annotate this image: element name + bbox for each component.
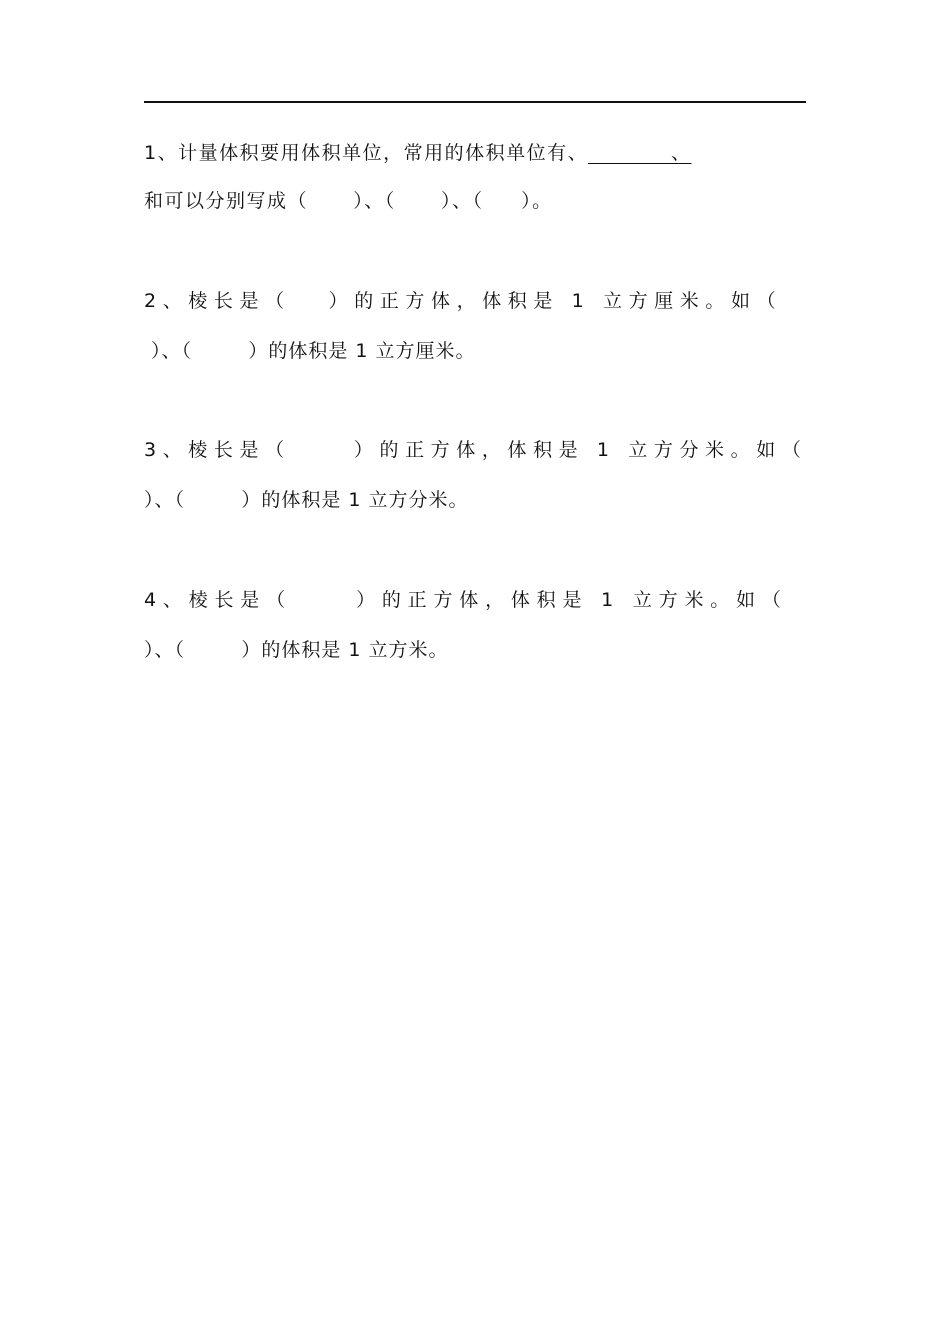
question-4-line-2: ）、（ ）的体积是 1 立方米。 [144, 639, 449, 661]
top-rule [144, 101, 806, 103]
question-1-line-1 [144, 140, 692, 166]
question-1-text: 1、计量体积要用体积单位，常用的体积单位有、 [144, 142, 589, 164]
question-2-line-1: 2、棱长是（ ）的正方体，体积是 1 立方厘米。如（ [144, 290, 783, 312]
question-4-line-1: 4、棱长是（ ）的正方体，体积是 1 立方米。如（ [144, 589, 788, 611]
question-3-line-1: 3、棱长是（ ）的正方体，体积是 1 立方分米。如（ [144, 439, 808, 461]
question-2-line-2: ）、（ ）的体积是 1 立方厘米。 [144, 340, 476, 362]
question-1-answer-blank: 、 [588, 142, 692, 164]
question-3-line-2: ）、（ ）的体积是 1 立方分米。 [144, 489, 469, 511]
question-1-line-2: 和可以分别写成（ ）、（ ）、（ ）。 [144, 190, 553, 212]
